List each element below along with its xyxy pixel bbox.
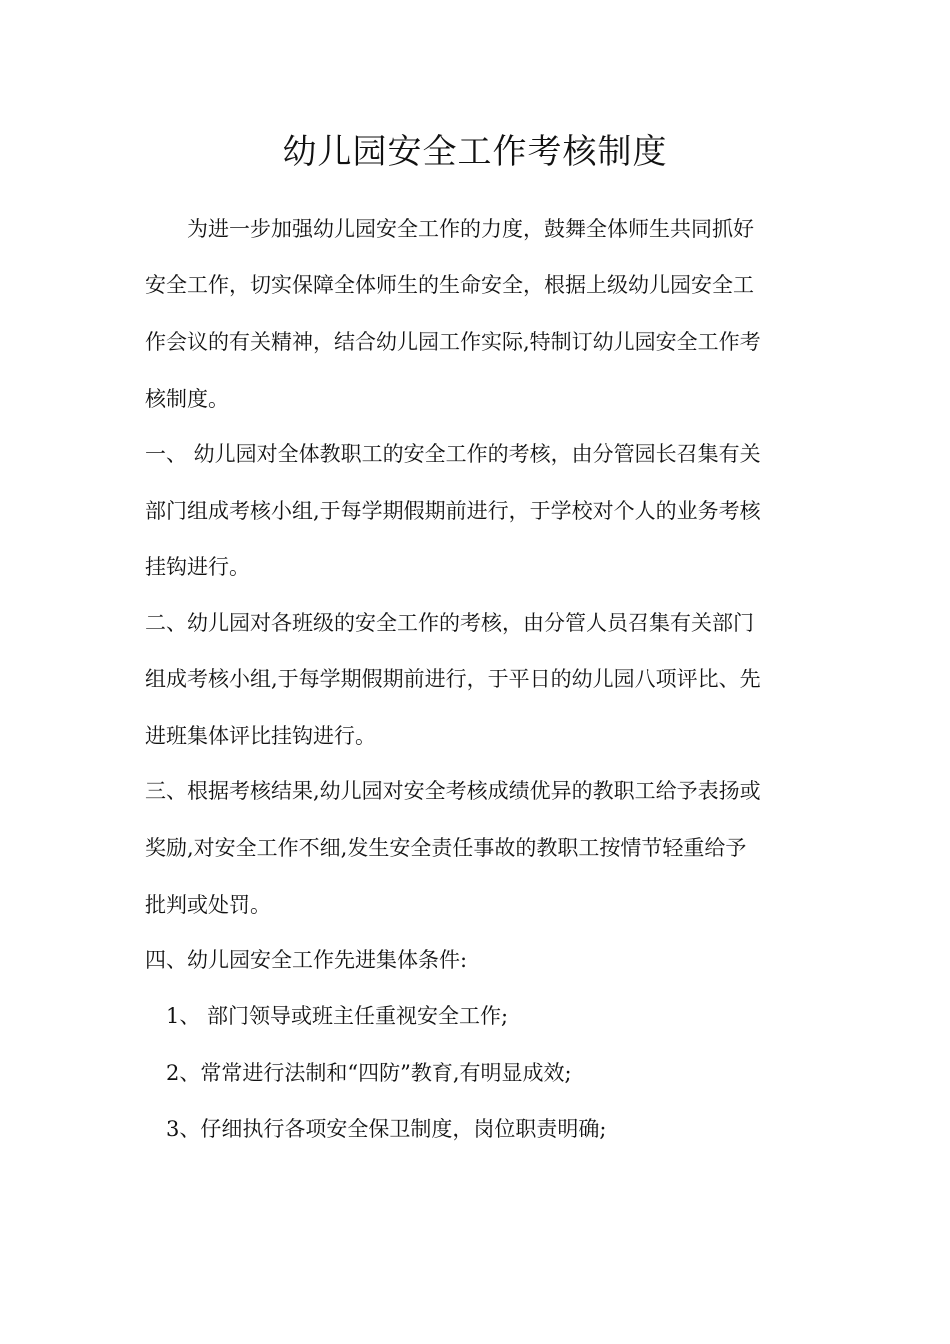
section-heading: 四、幼儿园安全工作先进集体条件: bbox=[145, 948, 468, 972]
list-item: 3、仔细执行各项安全保卫制度，岗位职责明确; bbox=[166, 1117, 607, 1141]
list-item: 1、 部门领导或班主任重视安全工作; bbox=[166, 1004, 509, 1028]
paragraph-line: 部门组成考核小组,于每学期假期前进行，于学校对个人的业务考核 bbox=[145, 499, 761, 523]
paragraph-line: 为进一步加强幼儿园安全工作的力度，鼓舞全体师生共同抓好 bbox=[187, 217, 754, 241]
paragraph-line: 三、根据考核结果,幼儿园对安全考核成绩优异的教职工给予表扬或 bbox=[145, 779, 761, 803]
paragraph-line: 二、幼儿园对各班级的安全工作的考核，由分管人员召集有关部门 bbox=[145, 611, 754, 635]
list-item: 2、常常进行法制和“四防”教育,有明显成效; bbox=[166, 1061, 572, 1085]
document-title: 幼儿园安全工作考核制度 bbox=[282, 132, 668, 172]
paragraph-line: 奖励,对安全工作不细,发生安全责任事故的教职工按情节轻重给予 bbox=[145, 836, 747, 860]
paragraph-line: 批判或处罚。 bbox=[145, 893, 271, 917]
paragraph-line: 安全工作，切实保障全体师生的生命安全，根据上级幼儿园安全工 bbox=[145, 273, 754, 297]
paragraph-line: 挂钩进行。 bbox=[145, 555, 250, 579]
paragraph-line: 组成考核小组,于每学期假期前进行，于平日的幼儿园八项评比、先 bbox=[145, 667, 761, 691]
paragraph-line: 作会议的有关精神，结合幼儿园工作实际,特制订幼儿园安全工作考 bbox=[145, 330, 761, 354]
paragraph-line: 一、 幼儿园对全体教职工的安全工作的考核，由分管园长召集有关 bbox=[145, 442, 761, 466]
paragraph-line: 核制度。 bbox=[145, 387, 229, 411]
paragraph-line: 进班集体评比挂钩进行。 bbox=[145, 724, 376, 748]
